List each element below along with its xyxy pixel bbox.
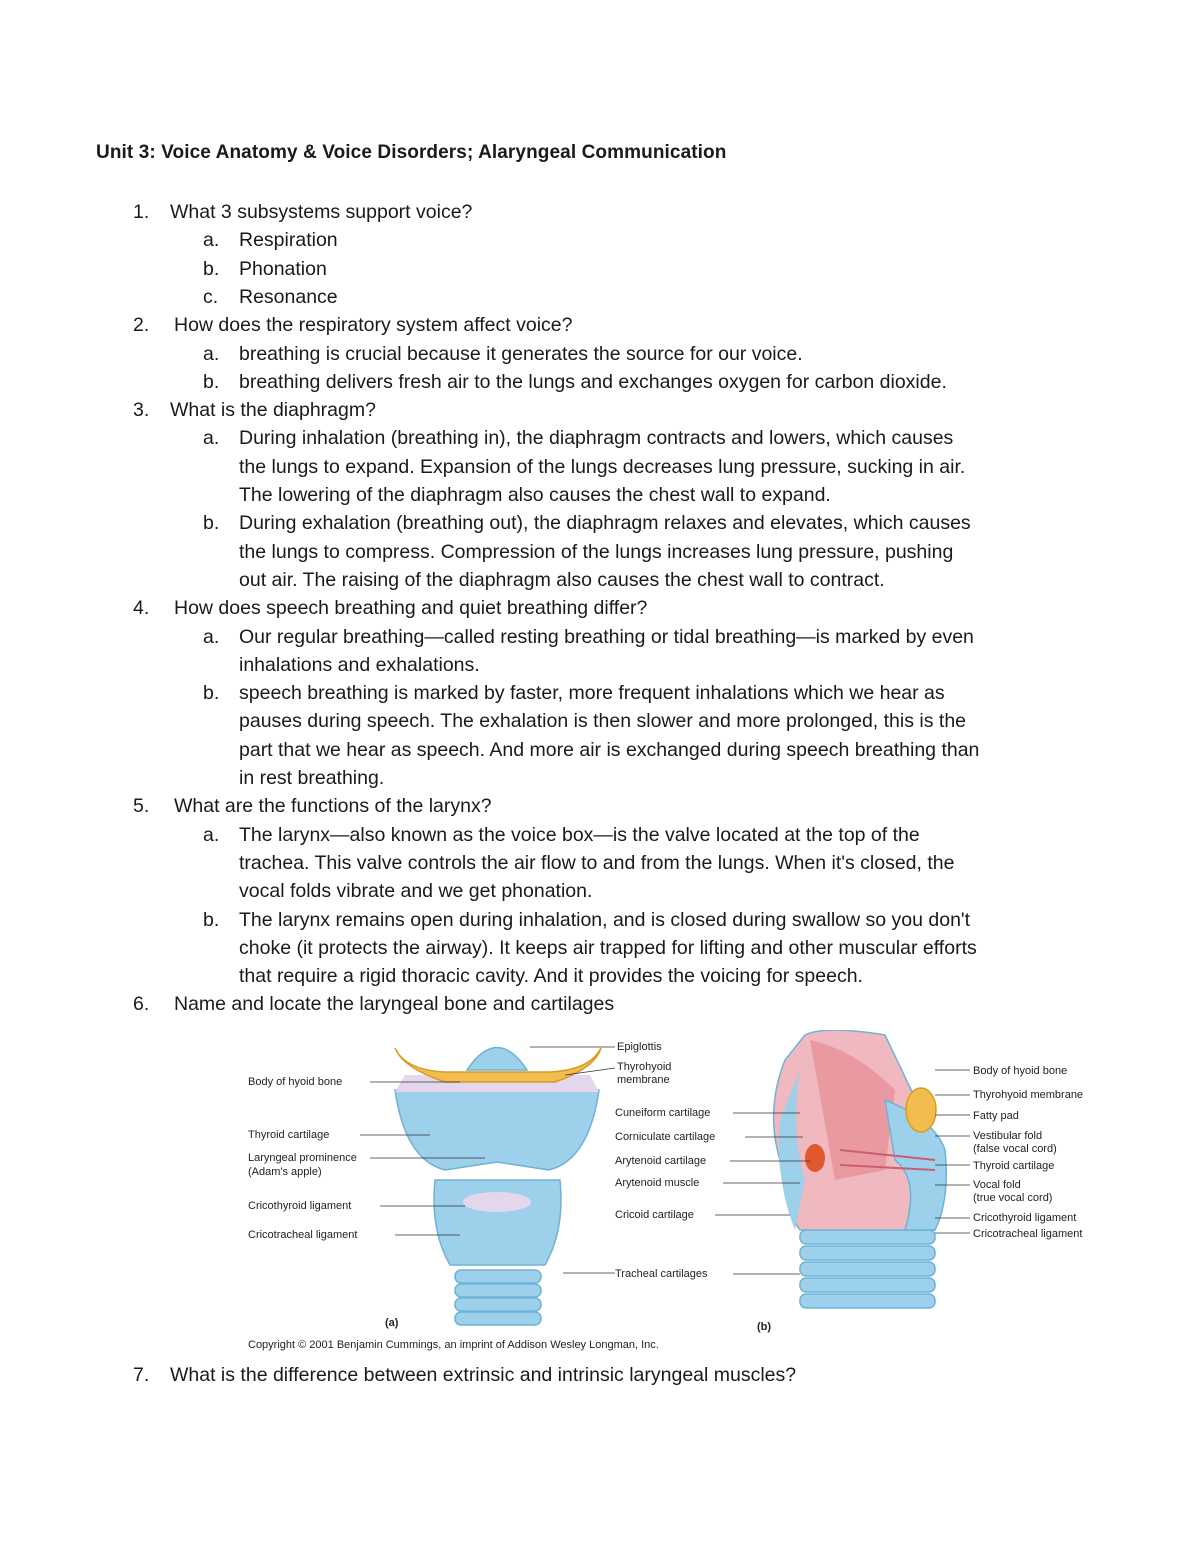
label-cricotracheal-ligament-a: Cricotracheal ligament: [248, 1229, 358, 1241]
page-title: Unit 3: Voice Anatomy & Voice Disorders; Alaryngeal Communication: [96, 142, 727, 163]
question-text: What 3 subsystems support voice?: [170, 201, 473, 223]
answer-label: b.: [203, 257, 220, 280]
question-text: What is the difference between extrinsic and intrinsic laryngeal muscles?: [170, 1364, 797, 1386]
question-text: Name and locate the laryngeal bone and cartilages: [174, 993, 615, 1016]
label-cricothyroid-ligament-a: Cricothyroid ligament: [248, 1200, 352, 1212]
answer-text: During inhalation (breathing in), the diaphragm contracts and lowers, which causes: [239, 427, 954, 450]
question-text: What is the diaphragm?: [170, 399, 376, 422]
answer-label: a.: [203, 229, 220, 252]
figure-copyright: Copyright © 2001 Benjamin Cummings, an imprint of Addison Wesley Longman, Inc.: [248, 1339, 659, 1351]
label-arytenoid-cartilage: Arytenoid cartilage: [615, 1155, 707, 1167]
panel-label-a: (a): [385, 1317, 399, 1329]
label-cricothyroid-ligament-b: Cricothyroid ligament: [973, 1212, 1077, 1224]
answer-text: Resonance: [239, 285, 338, 308]
label-cuneiform-cartilage: Cuneiform cartilage: [615, 1107, 711, 1119]
question-text: What are the functions of the larynx?: [174, 795, 492, 818]
answer-text: Respiration: [239, 229, 338, 252]
answer-text: inhalations and exhalations.: [239, 653, 480, 676]
label-laryngeal-prominence: Laryngeal prominence: [248, 1152, 357, 1164]
label-hyoid-bone-a: Body of hyoid bone: [248, 1076, 343, 1088]
answer-text: breathing is crucial because it generates the source for our voice.: [239, 342, 803, 365]
answer-label: c.: [203, 285, 219, 308]
label-epiglottis: Epiglottis: [617, 1041, 662, 1053]
label-vocal-fold: Vocal fold: [973, 1179, 1021, 1191]
answer-text: speech breathing is marked by faster, more frequent inhalations which we hear as: [239, 682, 945, 705]
answer-text: The larynx remains open during inhalation, and is closed during swallow so you don't: [239, 908, 971, 931]
answer-text: out air. The raising of the diaphragm also causes the chest wall to contract.: [239, 568, 885, 591]
question-number: 2.: [133, 314, 150, 337]
question-text: How does the respiratory system affect voice?: [174, 314, 573, 337]
answer-text: in rest breathing.: [239, 767, 385, 789]
label-adams-apple: (Adam's apple): [248, 1166, 322, 1178]
label-membrane: membrane: [617, 1074, 670, 1086]
answer-label: b.: [203, 908, 220, 931]
question-number: 7.: [133, 1364, 150, 1386]
label-true-vocal-cord: (true vocal cord): [973, 1192, 1053, 1204]
answer-label: a.: [203, 342, 220, 365]
answer-label: b.: [203, 512, 220, 535]
answer-text: The lowering of the diaphragm also causes the chest wall to expand.: [239, 484, 831, 506]
label-thyroid-cartilage-b: Thyroid cartilage: [973, 1160, 1055, 1172]
answer-text: Phonation: [239, 257, 327, 280]
label-tracheal-cartilages: Tracheal cartilages: [615, 1268, 708, 1280]
answer-text: the lungs to expand. Expansion of the lungs decreases lung pressure, sucking in air.: [239, 455, 966, 478]
larynx-figure: [245, 1030, 1120, 1355]
answer-text: The larynx—also known as the voice box—is the valve located at the top of the: [239, 823, 920, 846]
question-number: 6.: [133, 993, 150, 1016]
label-thyrohyoid-membrane-b: Thyrohyoid membrane: [973, 1089, 1084, 1101]
answer-text: trachea. This valve controls the air flow to and from the lungs. When it's closed, the: [239, 851, 955, 874]
answer-label: b.: [203, 682, 220, 705]
answer-label: a.: [203, 427, 220, 450]
question-number: 4.: [133, 597, 150, 620]
question-number: 3.: [133, 399, 150, 422]
answer-text: choke (it protects the airway). It keeps air trapped for lifting and other muscular efforts: [239, 936, 977, 959]
label-vestibular-fold: Vestibular fold: [973, 1130, 1043, 1142]
label-false-vocal-cord: (false vocal cord): [973, 1143, 1057, 1155]
answer-text: the lungs to compress. Compression of the lungs increases lung pressure, pushing: [239, 540, 954, 563]
label-arytenoid-muscle: Arytenoid muscle: [615, 1177, 700, 1189]
answer-text: part that we hear as speech. And more air is exchanged during speech breathing than: [239, 738, 980, 761]
answer-label: b.: [203, 370, 220, 393]
question-number: 5.: [133, 795, 150, 818]
answer-label: a.: [203, 625, 220, 648]
larynx-anterior-illustration: [395, 1048, 601, 1326]
label-corniculate-cartilage: Corniculate cartilage: [615, 1131, 716, 1143]
answer-text: Our regular breathing—called resting breathing or tidal breathing—is marked by even: [239, 625, 974, 648]
panel-label-b: (b): [757, 1321, 772, 1333]
label-cricotracheal-ligament-b: Cricotracheal ligament: [973, 1228, 1083, 1240]
label-fatty-pad: Fatty pad: [973, 1110, 1019, 1122]
question-number: 1.: [133, 201, 150, 223]
label-thyrohyoid: Thyrohyoid: [617, 1061, 672, 1073]
label-thyroid-cartilage-a: Thyroid cartilage: [248, 1129, 330, 1141]
answer-text: breathing delivers fresh air to the lungs and exchanges oxygen for carbon dioxide.: [239, 370, 947, 393]
larynx-sagittal-illustration: [774, 1030, 947, 1308]
answer-text: that require a rigid thoracic cavity. And it provides the voicing for speech.: [239, 965, 863, 988]
label-hyoid-bone-b: Body of hyoid bone: [973, 1065, 1068, 1077]
label-cricoid-cartilage: Cricoid cartilage: [615, 1209, 694, 1221]
answer-text: pauses during speech. The exhalation is then slower and more prolonged, this is the: [239, 710, 967, 733]
question-text: How does speech breathing and quiet breathing differ?: [174, 597, 648, 620]
answer-text: vocal folds vibrate and we get phonation.: [239, 880, 593, 903]
answer-label: a.: [203, 823, 220, 846]
answer-text: During exhalation (breathing out), the diaphragm relaxes and elevates, which causes: [239, 512, 971, 535]
